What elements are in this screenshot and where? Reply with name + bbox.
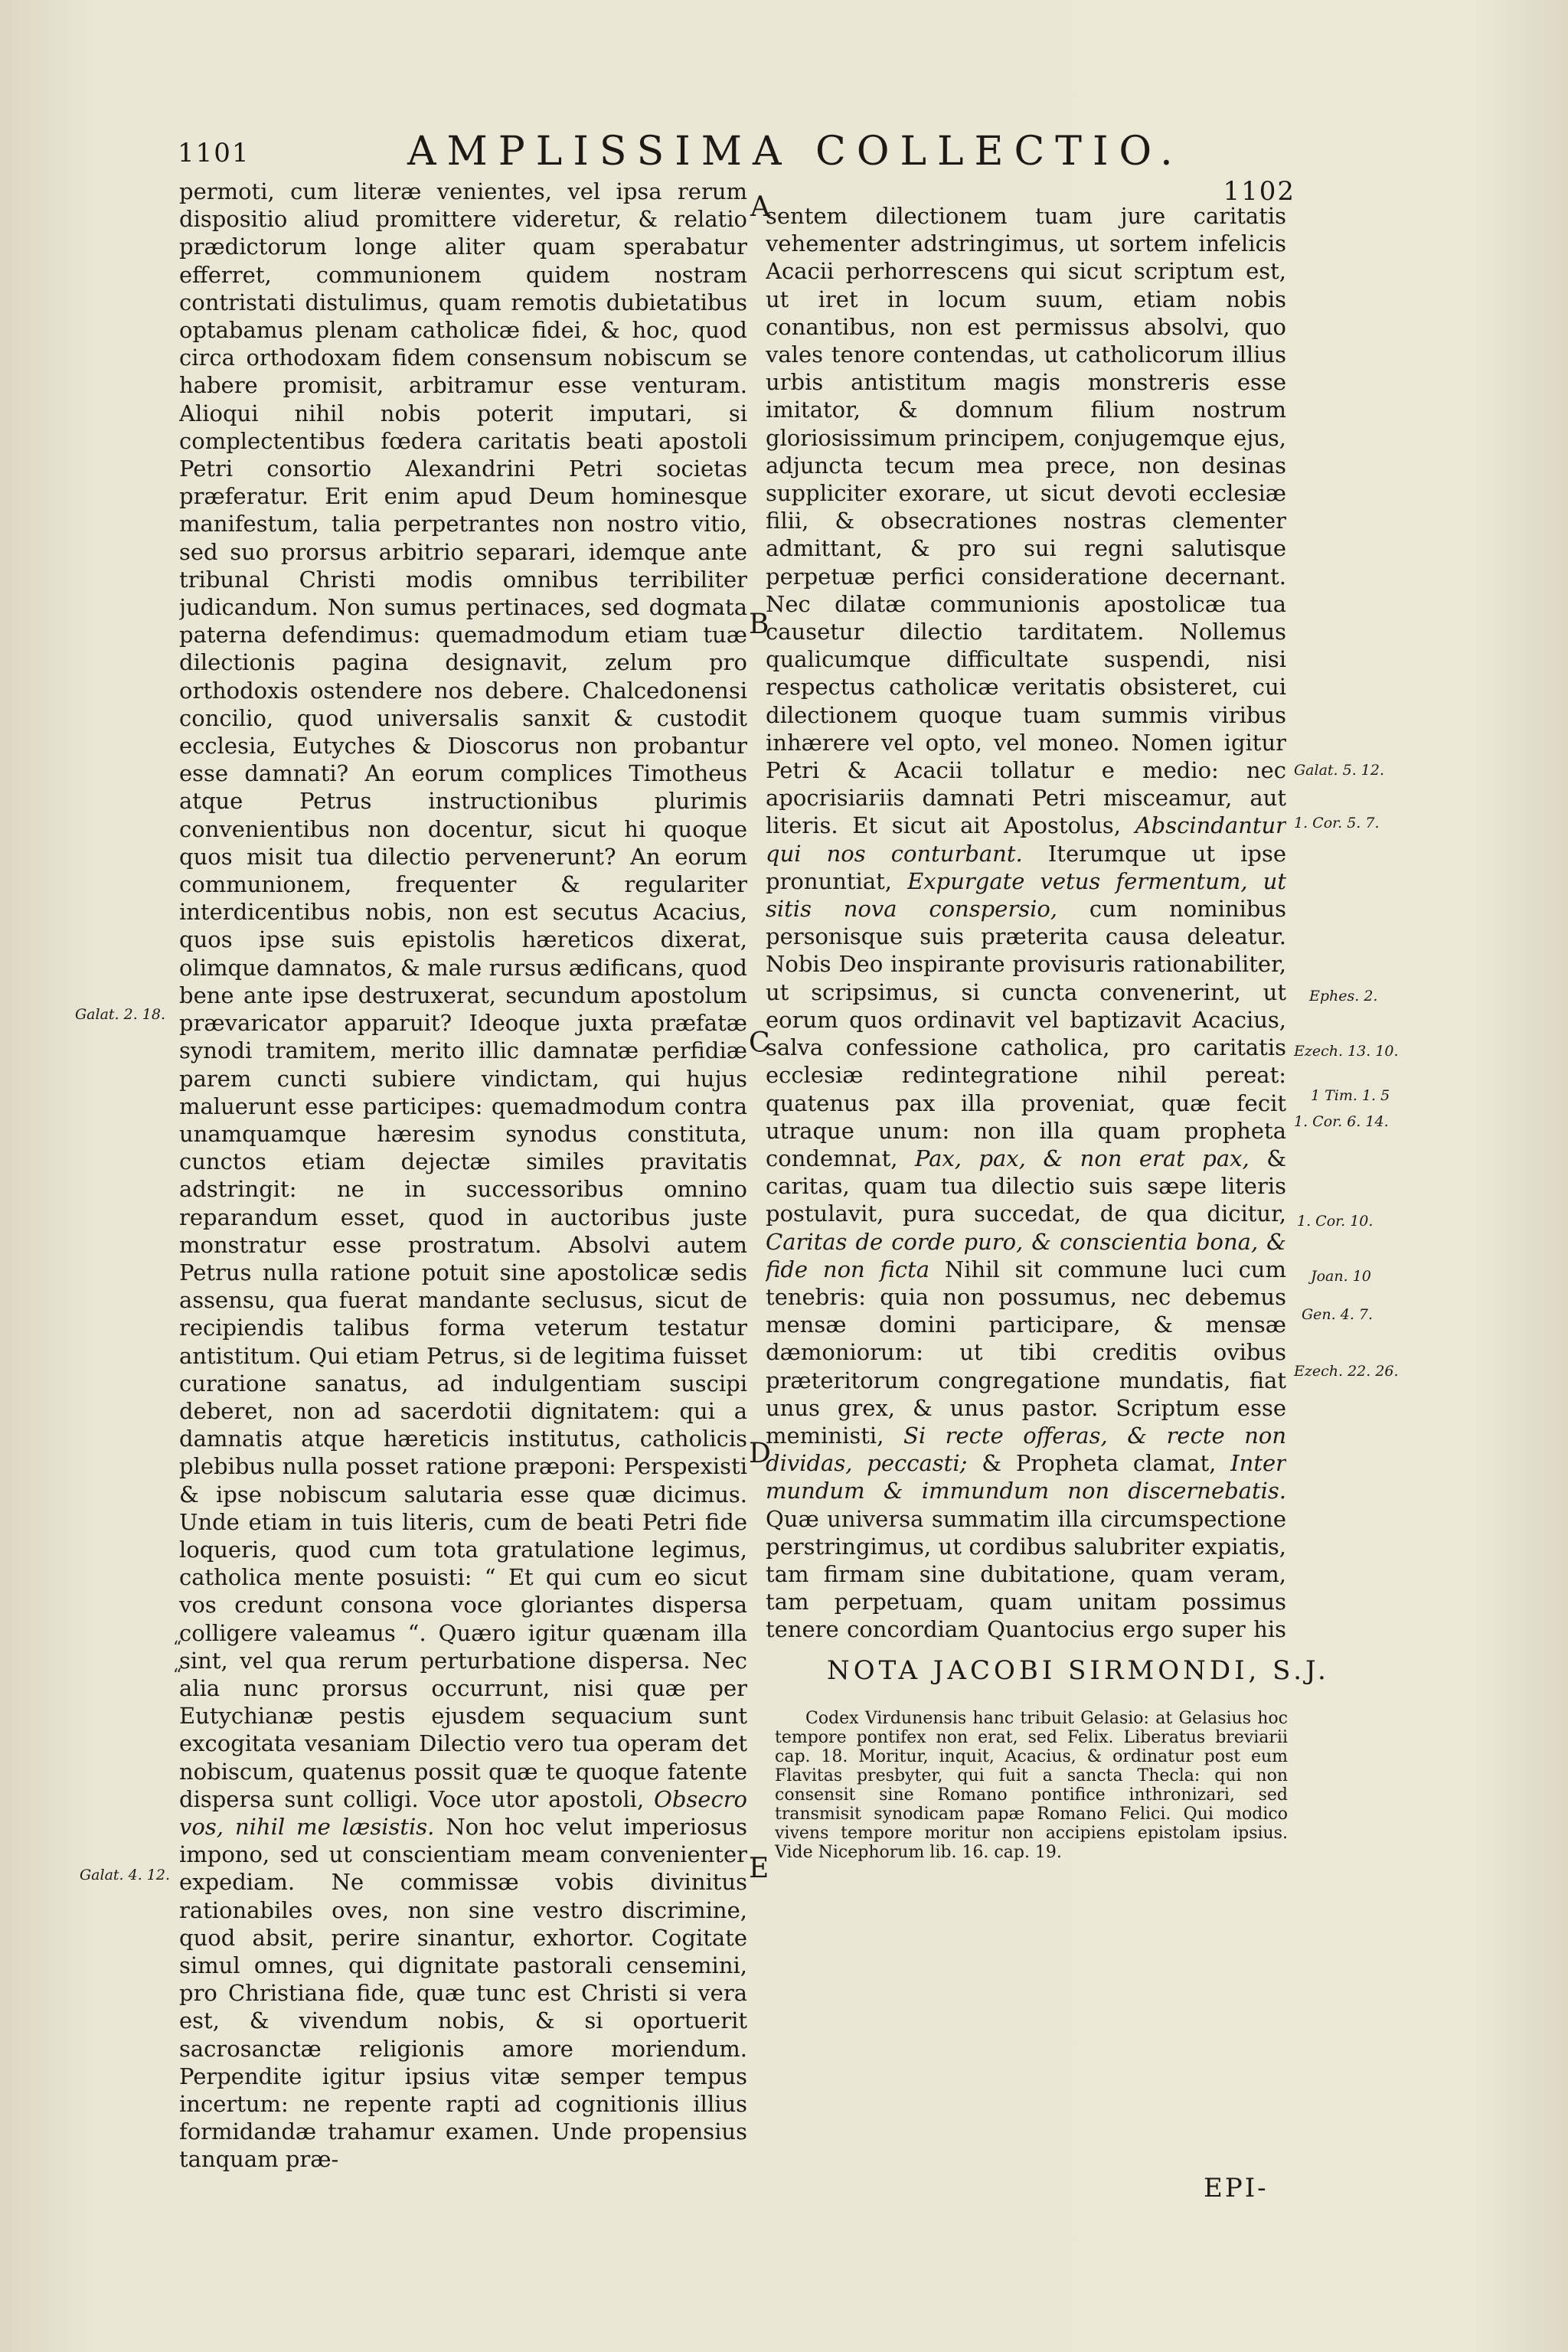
right-italic-4: Caritas de corde puro, & conscientia bona, & fide non ficta	[766, 1228, 1286, 1282]
right-text-6: & Propheta clamat,	[982, 1450, 1217, 1477]
right-text-5: Nihil sit commune luci cum tenebris: quia non possumus, nec debemus mensæ domini participare, & mensæ dæmoniorum: ut tibi creditis ovibus præteritorum congregatione mundatis, fiat unus grex, & unus pastor. Scriptum esse meministi,	[766, 1256, 1286, 1449]
catchword: EPI-	[1204, 2173, 1269, 2203]
section-marker-a: A	[750, 191, 770, 223]
margin-ref-tim-1-5: 1 Tim. 1. 5	[1311, 1087, 1390, 1104]
left-italic-1: Obsecro vos, nihil me læsistis.	[179, 1785, 747, 1840]
right-text-4: & caritas, quam tua dilectio suis sæpe literis postulavit, pura succedat, de qua dicitur,	[766, 1145, 1286, 1227]
margin-ref-gen-4-7: Gen. 4. 7.	[1302, 1306, 1374, 1323]
left-text-2: Non hoc velut imperiosus impono, sed ut conscientiam meam convenienter expediam. Ne commissæ vobis divinitus rationabiles oves, non sine vestro discrimine, quod absit, perire sinantur, exhortor. Cogitate simul omnes, qui dignitate pastorali censemini, pro Christiana fide, quæ tunc est Christi si vera est, & vivendum nobis, & si oportuerit sacrosanctæ religionis amore moriendum. Perpendite igitur ipsius vitæ semper tempus incertum: ne repente rapti ad cognitionis illius formidandæ trahamur examen. Unde propensius tanquam præ-	[179, 1813, 747, 2173]
margin-quote-mark-1: “	[173, 1638, 182, 1658]
section-marker-b: B	[749, 609, 769, 640]
right-text-2: Iterumque ut ipse pronuntiat,	[766, 840, 1286, 894]
margin-ref-cor-10: 1. Cor. 10.	[1297, 1213, 1374, 1230]
right-italic-3: Pax, pax, & non erat pax,	[914, 1145, 1250, 1171]
running-title: AMPLISSIMA COLLECTIO.	[407, 129, 1184, 175]
right-text-7: Quæ universa summatim illa circumspectione perstringimus, ut cordibus salubriter expiatis, tam firmam sine dubitatione, quam veram, tam perpetuam, quam unitam possimus tenere concordiam Quantocius ergo super his	[766, 1505, 1286, 1642]
right-text-3: cum nominibus personisque suis præterita causa deleatur. Nobis Deo inspirante provisuris rationabiliter, ut scripsimus, si cuncta convenerint, ut eorum quos ordinavit vel baptizavit Acacius, salva confessione catholica, pro caritatis ecclesiæ redintegratione nihil pereat: quatenus pax illa proveniat, quæ fecit utraque unum: non illa quam propheta condemnat,	[766, 896, 1286, 1171]
page-number-left: 1101	[178, 138, 250, 168]
margin-ref-galat-5-12: Galat. 5. 12.	[1294, 762, 1385, 779]
left-column-body	[179, 178, 747, 2174]
margin-ref-ezech-13-10: Ezech. 13. 10.	[1294, 1043, 1399, 1060]
right-column	[766, 202, 1286, 1642]
section-marker-c: C	[749, 1027, 770, 1059]
page-header	[178, 129, 1295, 207]
margin-ref-galat-2-18: Galat. 2. 18.	[75, 1006, 166, 1023]
margin-quote-mark-2: “	[173, 1666, 182, 1685]
margin-ref-ephes-2: Ephes. 2.	[1309, 988, 1378, 1004]
page-number-right: 1102	[1223, 176, 1295, 207]
note-title: NOTA JACOBI SIRMONDI, S.J.	[827, 1655, 1330, 1686]
right-italic-1: Abscindantur qui nos conturbant.	[766, 812, 1286, 867]
right-text-1: sentem dilectionem tuam jure caritatis vehementer adstringimus, ut sortem infelicis Acacii perhorrescens qui sicut scriptum est, ut iret in locum suum, etiam nobis conantibus, non est permissus absolvi, quo vales tenore contendas, ut catholicorum illius urbis antistitum magis monstreris esse imitator, & domnum filium nostrum gloriosissimum principem, conjugemque ejus, adjuncta tecum mea prece, non desinas suppliciter exorare, ut sicut devoti ecclesiæ filii, & obsecrationes nostras clementer admittant, & pro sui regni salutisque perpetuæ perfici consideratione decernant. Nec dilatæ communionis apostolicæ tua causetur dilectio tarditatem. Nollemus qualicumque difficultate suspendi, nisi respectus catholicæ veritatis obsisteret, cui dilectionem quoque tuam summis viribus inhærere vel opto, vel moneo. Nomen igitur Petri & Acacii tollatur e medio: nec apocrisiariis damnati Petri misceamur, aut literis. Et sicut ait Apostolus,	[766, 203, 1286, 839]
margin-ref-cor-5-7: 1. Cor. 5. 7.	[1294, 815, 1380, 831]
note-text: Codex Virdunensis hanc tribuit Gelasio: at Gelasius hoc tempore pontifex non erat, sed Felix. Liberatus breviarii cap. 18. Moritur, inquit, Acacius, & ordinatur post eum Flavitas presbyter, qui fuit a sancta Thecla: qui non consensit sine Romano pontifice inthronizari, sed transmisit synodicam papæ Romano Felici. Qui modico vivens tempore moritur non accipiens epistolam ipsius. Vide Nicephorum lib. 16. cap. 19.	[775, 1709, 1288, 1862]
right-column-body	[766, 202, 1286, 1642]
margin-ref-cor-6-14: 1. Cor. 6. 14.	[1294, 1113, 1389, 1130]
left-column	[179, 178, 747, 2222]
right-italic-6: Inter mundum & immundum non discernebatis.	[766, 1450, 1286, 1504]
margin-ref-joan-10: Joan. 10	[1311, 1268, 1371, 1285]
right-italic-2: Expurgate vetus fermentum, ut sitis nova conspersio,	[766, 867, 1286, 923]
margin-ref-galat-4-12: Galat. 4. 12.	[80, 1867, 171, 1883]
right-italic-5: Si recte offeras, & recte non dividas, peccasti;	[766, 1422, 1286, 1477]
section-marker-e: E	[749, 1853, 769, 1884]
margin-ref-ezech-22-26: Ezech. 22. 26.	[1294, 1363, 1399, 1380]
left-text-1: permoti, cum literæ venientes, vel ipsa rerum dispositio aliud promittere videretur, & relatio prædictorum longe aliter quam sperabatur efferret, communionem quidem nostram contristati distulimus, quam remotis dubietatibus optabamus plenam catholicæ fidei, & hoc, quod circa orthodoxam fidem consensum nobiscum se habere promisit, arbitramur esse venturam. Alioqui nihil nobis poterit imputari, si complectentibus fœdera caritatis beati apostoli Petri consortio Alexandrini Petri societas præferatur. Erit enim apud Deum hominesque manifestum, talia perpetrantes non nostro vitio, sed suo prorsus arbitrio separari, idemque ante tribunal Christi modis omnibus terribiliter judicandum. Non sumus pertinaces, sed dogmata paterna defendimus: quemadmodum etiam tuæ dilectionis pagina designavit, zelum pro orthodoxis ostendere nos debere. Chalcedonensi concilio, quod universalis sanxit & custodit ecclesia, Eutyches & Dioscorus non probantur esse damnati? An eorum complices Timotheus atque Petrus instructionibus plurimis convenientibus non docentur, sicut hi quoque quos misit tua dilectio pervenerunt? An eorum communionem, frequenter & regulariter interdicentibus nobis, non est secutus Acacius, quos ipse suis epistolis hæreticos dixerat, olimque damnatos, & male rursus ædificans, quod bene ante ipse destruxerat, secundum apostolum prævaricator apparuit? Ideoque juxta præfatæ synodi tramitem, merito illic damnatæ perfidiæ parem cuncti subiere vindictam, qui hujus maluerunt esse participes: quemadmodum contra unamquamque hæresim synodus constituta, cunctos etiam dejectæ similes pravitatis adstringit: ne in successoribus omnino reparandum esset, quod in auctoribus juste monstratur esse prostratum. Absolvi autem Petrus nulla ratione potuit sine apostolicæ sedis assensu, qua fuerat mandante seclusus, sicut de recipiendis talibus forma veterum testatur antistitum. Qui etiam Petrus, si de legitima fuisset curatione sanatus, ad indulgentiam suscipi deberet, non ad sacerdotii dignitatem: qui a damnatis atque hæreticis institutus, catholicis plebibus nulla posset ratione præponi: Perspexisti & ipse nobiscum salutaria esse quæ dicimus. Unde etiam in tuis literis, cum de beati Petri fide loqueris, quod cum tota gratulatione legimus, catholica mente posuisti: “ Et qui cum eo sicut vos credunt consona voce gloriantes dispersa colligere valeamus “. Quæro igitur quænam illa sint, vel qua rerum perturbatione dispersa. Nec alia nunc prorsus occurrunt, nisi quæ per Eutychianæ pestis ejusdem sequacium sunt excogitata vesaniam Dilectio vero tua operam det nobiscum, quatenus possit quæ te quoque fatente dispersa sunt colligi. Voce utor apostoli,	[179, 178, 747, 1812]
section-marker-d: D	[749, 1438, 771, 1469]
